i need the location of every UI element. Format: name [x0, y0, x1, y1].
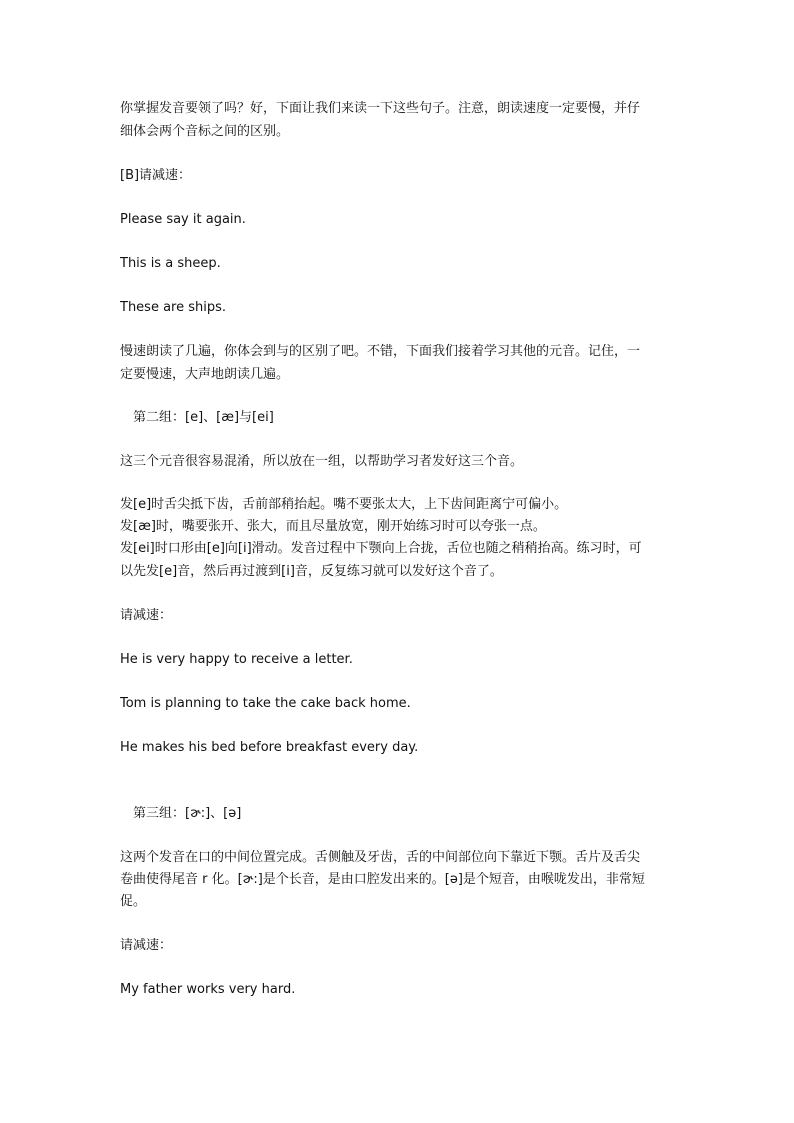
example-sentence-2: This is a sheep.	[120, 256, 221, 271]
group-2-heading: 第二组：[e]、[æ]与[ei]	[133, 410, 274, 425]
paragraph-review-line-2: 定要慢速，大声地朗读几遍。	[120, 367, 290, 382]
example-sentence-5: Tom is planning to take the cake back home.	[120, 696, 411, 711]
pronunciation-ei-line-1: 发[ei]时口形由[e]向[i]滑动。发音过程中下颚向上合拢，舌位也随之稍稍抬高。练习时，可	[120, 541, 642, 556]
example-sentence-4: He is very happy to receive a letter.	[120, 652, 353, 667]
group-3-description-line-3: 促。	[120, 894, 147, 909]
paragraph-intro-line-2: 细体会两个音标之间的区别。	[120, 124, 290, 139]
example-sentence-7: My father works very hard.	[120, 982, 296, 997]
section-label-slow-down-2: 请减速：	[120, 938, 173, 953]
group-3-heading: 第三组：[ɚ:]、[ə]	[133, 806, 242, 821]
group-2-intro: 这三个元音很容易混淆，所以放在一组，以帮助学习者发好这三个音。	[120, 454, 524, 469]
example-sentence-3: These are ships.	[120, 300, 227, 315]
pronunciation-ei-line-2: 以先发[e]音，然后再过渡到[i]音，反复练习就可以发好这个音了。	[120, 564, 503, 579]
pronunciation-e: 发[e]时舌尖抵下齿，舌前部稍抬起。嘴不要张太大，上下齿间距离宁可偏小。	[120, 497, 568, 512]
paragraph-review-line-1: 慢速朗读了几遍，你体会到与的区别了吧。不错，下面我们接着学习其他的元音。记住，一	[120, 344, 641, 359]
example-sentence-6: He makes his bed before breakfast every day.	[120, 740, 419, 755]
paragraph-intro-line-1: 你掌握发音要领了吗？好，下面让我们来读一下这些句子。注意，朗读速度一定要慢，并仔	[120, 101, 641, 116]
example-sentence-1: Please say it again.	[120, 212, 246, 227]
group-3-description-line-2: 卷曲使得尾音 r 化。[ɚ:]是个长音，是由口腔发出来的。[ə]是个短音，由喉咙发出，非常短	[120, 872, 645, 887]
group-3-description-line-1: 这两个发音在口的中间位置完成。舌侧触及牙齿，舌的中间部位向下靠近下颚。舌片及舌尖	[120, 850, 641, 865]
section-label-b: [B]请减速：	[120, 168, 192, 183]
pronunciation-ae: 发[æ]时，嘴要张开、张大，而且尽量放宽，刚开始练习时可以夸张一点。	[120, 519, 546, 534]
section-label-slow-down-1: 请减速：	[120, 608, 173, 623]
